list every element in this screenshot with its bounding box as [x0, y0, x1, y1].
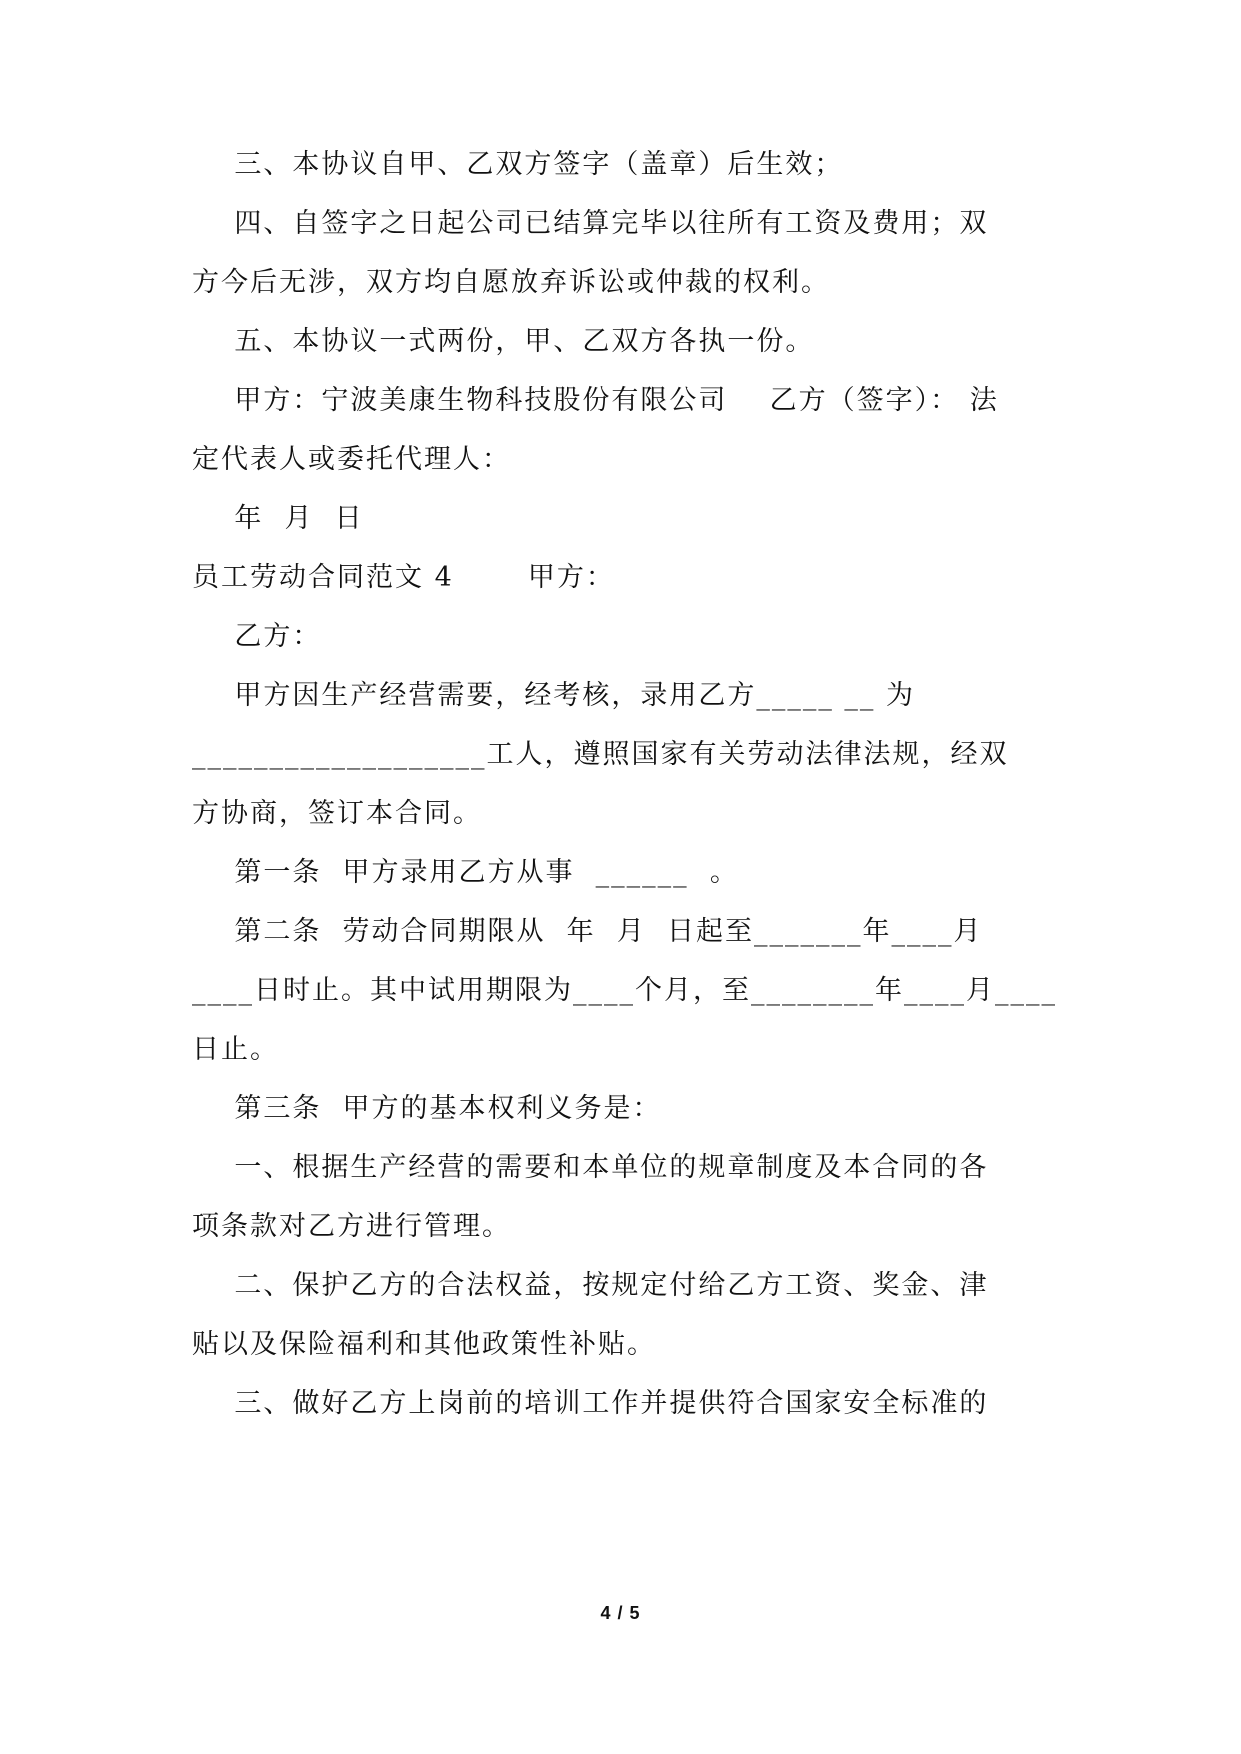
- page-number: 4 / 5: [600, 1603, 641, 1623]
- text-line: 一、根据生产经营的需要和本单位的规章制度及本合同的各: [192, 1152, 989, 1183]
- text-line: 甲方因生产经营需要，经考核，录用乙方_____ __ 为: [192, 680, 915, 711]
- text-line: 方协商，签订本合同。: [192, 798, 482, 829]
- text-line: 定代表人或委托代理人：: [192, 444, 511, 475]
- text-line: 第一条 甲方录用乙方从事 ______ 。: [192, 857, 739, 888]
- text-line: 贴以及保险福利和其他政策性补贴。: [192, 1329, 656, 1360]
- text-line: ____日时止。其中试用期限为____个月，至________年____月____: [192, 975, 1057, 1006]
- text-line: 甲方：宁波美康生物科技股份有限公司 乙方（签字）： 法: [192, 385, 999, 416]
- text-line: 三、本协议自甲、乙双方签字（盖章）后生效；: [192, 149, 844, 180]
- text-line: 员工劳动合同范文 4 甲方：: [192, 562, 615, 593]
- text-line: 第三条 甲方的基本权利义务是：: [192, 1093, 662, 1124]
- text-line: 年 月 日: [192, 503, 364, 534]
- text-line: 三、做好乙方上岗前的培训工作并提供符合国家安全标准的: [192, 1388, 989, 1419]
- text-line: 乙方：: [192, 621, 322, 652]
- text-line: 四、自签字之日起公司已结算完毕以往所有工资及费用；双: [192, 208, 989, 239]
- text-line: 二、保护乙方的合法权益，按规定付给乙方工资、奖金、津: [192, 1270, 989, 1301]
- text-line: ___________________工人，遵照国家有关劳动法律法规，经双: [192, 739, 1009, 770]
- text-line: 项条款对乙方进行管理。: [192, 1211, 511, 1242]
- text-line: 日止。: [192, 1034, 279, 1065]
- text-line: 第二条 劳动合同期限从 年 月 日起至_______年____月: [192, 916, 983, 947]
- text-line: 方今后无涉，双方均自愿放弃诉讼或仲裁的权利。: [192, 267, 830, 298]
- text-line: 五、本协议一式两份，甲、乙双方各执一份。: [192, 326, 815, 357]
